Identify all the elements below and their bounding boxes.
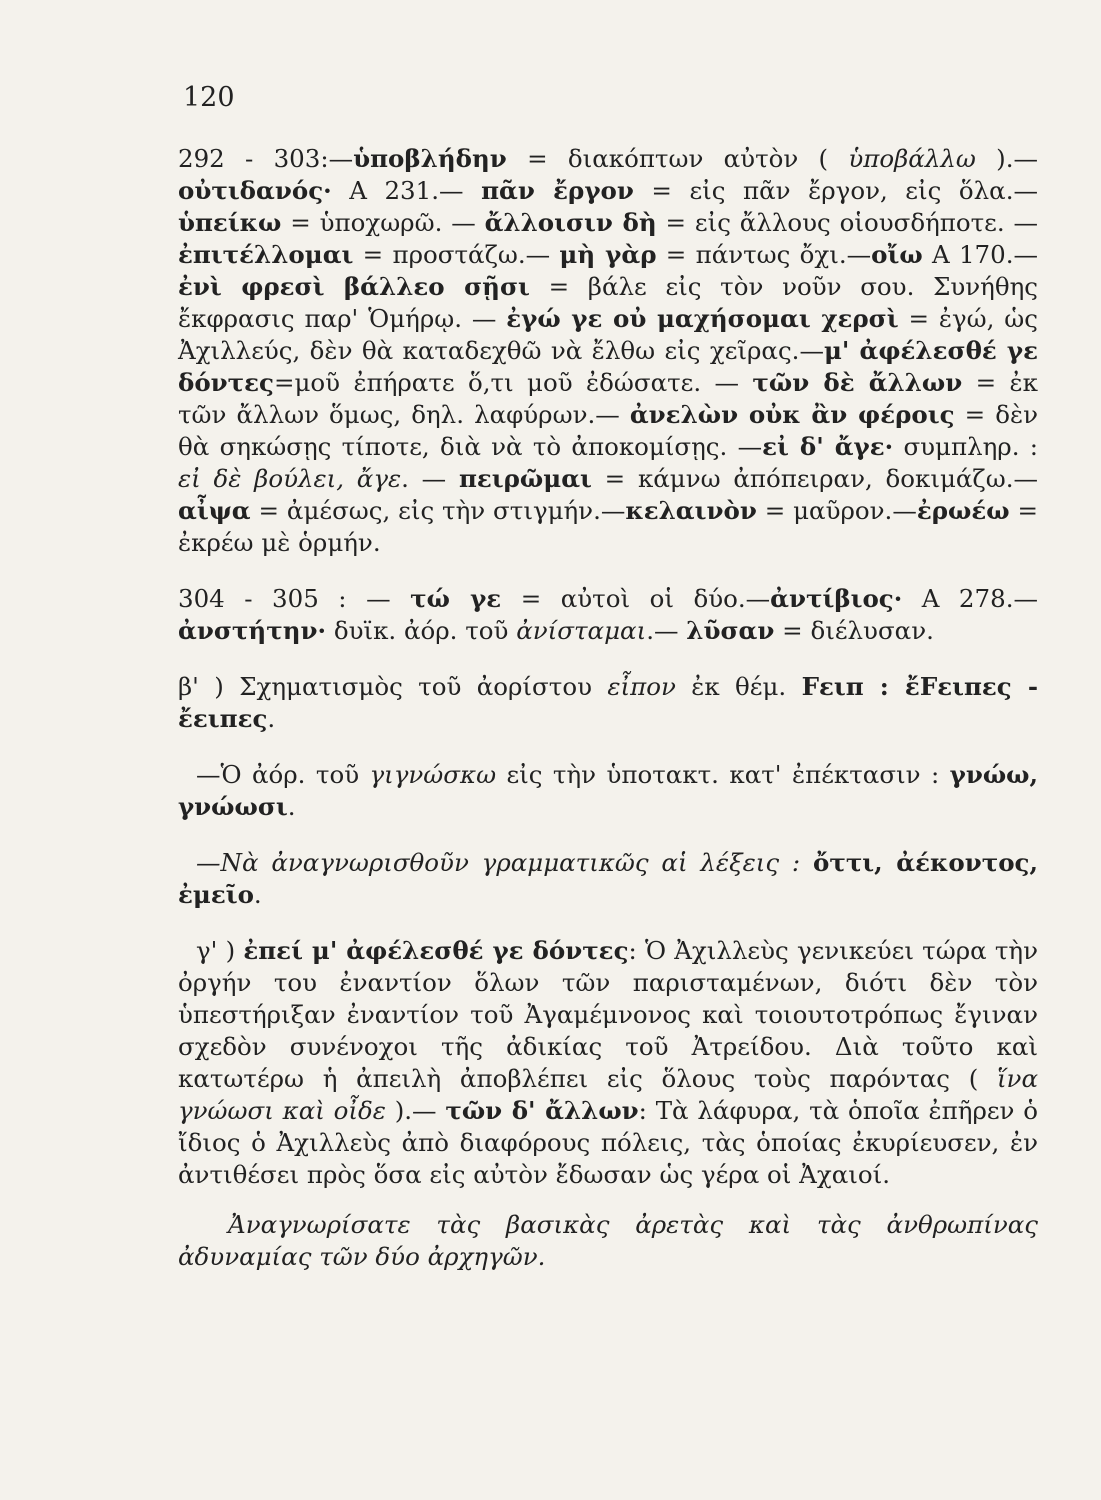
text-run: .— [646,616,687,645]
headword: κελαινὸν [625,496,757,525]
headword: ἀνστήτην· [178,616,327,645]
text-run: . [253,880,262,909]
italic-term: ἵνα γνώωσι καὶ οἶδε [178,1064,1038,1125]
headword: ὑποβλήδην [353,144,507,173]
headword: τῶν δ' ἄλλων [445,1096,639,1125]
headword: ἐπεί μ' ἀφέλεσθέ γε δόντες [243,936,629,965]
text-run: —Ὁ ἀόρ. τοῦ [196,760,370,789]
text-run: = εἰς ἄλλους οἱουσδήποτε. — [656,208,1039,237]
text-run: = πάντως ὄχι.— [656,240,872,269]
headword: ἐνὶ φρεσὶ βάλλεο σῇσι [178,272,530,301]
text-run: : Τὰ λάφυρα, τὰ ὁποῖα ἐπῆρεν ὁ ἴδιος ὁ Ἀχιλλεὺς ἀπὸ διαφόρους πόλεις, τὰς ὁποίας ἐκυρίευσεν, ἐν ἀντιθέσει πρὸς ὅσα εἰς αὐτὸν ἔδωσαν ὡς γέρα οἱ Ἀχαιοί. [178,1096,1038,1189]
text-run: δυϊκ. ἀόρ. τοῦ [326,616,517,645]
headword: ἐπιτέλλομαι [178,240,354,269]
text-run: = ἐγώ, ὡς Ἀχιλλεύς, δὲν θὰ καταδεχθῶ νὰ ἔλθω εἰς χεῖρας.— [178,304,1038,365]
headword: μ' ἀφέλεσθέ γε δόντες [178,336,1038,397]
headword: λῦσαν [686,616,775,645]
headword: ὄττι, ἀέκοντος, ἐμεῖο [178,848,1038,909]
text-run: ).— [385,1096,446,1125]
headword: ἀντίβιος· [770,584,903,613]
headword: τώ γε [410,584,502,613]
text-run: συμπληρ. : [893,432,1039,461]
headword: πειρῶμαι [458,464,592,493]
italic-term: γιγνώσκω [369,760,497,789]
text-run: = αὐτοὶ οἱ δύο.— [501,584,771,613]
paragraph-304-305 [178,583,1038,647]
text-run: = βάλε εἰς τὸν νοῦν σου. Συνήθης ἔκφρασις παρ' Ὁμήρῳ. — [178,272,1039,333]
commentary-text [178,143,1038,1273]
text-run: A 231.— [331,176,482,205]
italic-term: —Νὰ ἀναγνωρισθοῦν γραμματικῶς αἱ λέξεις : [196,848,801,877]
text-run: 304 - 305 : — [178,584,411,613]
headword: οἴω [871,240,923,269]
text-run: 292 - 303:— [178,144,354,173]
text-run: εἰς τὴν ὑποτακτ. κατ' ἐπέκτασιν : [496,760,950,789]
text-run: = διέλυσαν. [774,616,934,645]
page-number: 120 [183,82,235,113]
text-run: = δὲν θὰ σηκώσῃς τίποτε, διὰ νὰ τὸ ἀποκομίσῃς. — [178,400,1038,461]
headword: πᾶν ἔργον [481,176,634,205]
text-run: . [287,792,296,821]
text-run: = ὑποχωρῶ. — [281,208,485,237]
text-run: A 170.— [922,240,1038,269]
paragraph-subjunctive-note [178,759,1038,823]
italic-term: ἀνίσταμαι [516,616,647,645]
text-run [800,848,813,877]
text-run: =μοῦ ἐπήρατε ὅ,τι μοῦ ἐδώσατε. — [273,368,753,397]
text-run: : Ὁ Ἀχιλλεὺς γενικεύει τώρα τὴν ὀργήν του ἐναντίον ὅλων τῶν παρισταμένων, διότι δὲν τὸν ὑπεστήριξαν ἐναντίον τοῦ Ἀγαμέμνονος καὶ τοιουτοτρόπως ἔγιναν σχεδὸν συνένοχοι τῆς ἀδικίας τοῦ Ἀτρείδου. Διὰ τοῦτο καὶ κατωτέρω ἡ ἀπειλὴ ἀποβλέπει εἰς ὅλους τοὺς παρόντας ( [178,936,1038,1093]
headword: ἀνελὼν οὐκ ἂν φέροις [629,400,955,429]
headword: τῶν δὲ ἄλλων [752,368,963,397]
text-run: = εἰς πᾶν ἔργον, εἰς ὅλα.— [633,176,1038,205]
headword: ἐρωέω [916,496,1010,525]
paragraph-commentary-gamma [178,935,1038,1191]
text-run: = διακόπτων αὐτὸν ( [506,144,849,173]
headword: οὐτιδανός· [178,176,332,205]
paragraph-grammar-exercise [178,847,1038,911]
text-run: = κάμνω ἀπόπειραν, δοκιμάζω.— [591,464,1038,493]
headword: μὴ γὰρ [559,240,657,269]
text-run: = ἐκ τῶν ἄλλων ὅμως, δηλ. λαφύρων.— [178,368,1038,429]
headword: ἐγώ γε οὐ μαχήσομαι χερσὶ [506,304,899,333]
headword: ἄλλοισιν δὴ [484,208,657,237]
paragraph-discussion-question [178,1209,1038,1273]
italic-term: ὑποβάλλω [848,144,976,173]
headword: ὑπείκω [178,208,282,237]
headword: αἶψα [178,496,251,525]
text-run: = μαῦρον.— [756,496,917,525]
text-run: ἐκ θέμ. [675,672,802,701]
text-run: . — [401,464,459,493]
text-run: = ἀμέσως, εἰς τὴν στιγμήν.— [250,496,626,525]
text-run: = ἐκρέω μὲ ὁρμήν. [178,496,1038,557]
text-run: . [267,704,276,733]
headword: γνώω, γνώωσι [178,760,1039,821]
text-run: β' ) Σχηματισμὸς τοῦ ἀορίστου [178,672,608,701]
italic-term: εἶπον [607,672,676,701]
italic-term: Ἀναγνωρίσατε τὰς βασικὰς ἀρετὰς καὶ τὰς ἀνθρωπίνας ἀδυναμίας τῶν δύο ἀρχηγῶν. [178,1210,1038,1271]
text-run: = προστάζω.— [353,240,560,269]
italic-term: εἰ δὲ βούλει, ἄγε [178,464,402,493]
text-run: ).— [975,144,1038,173]
headword: Fειπ : ἔFειπες - ἔειπες [178,672,1038,733]
headword: εἰ δ' ἄγε· [762,432,894,461]
text-run: A 278.— [902,584,1038,613]
text-run: γ' ) [196,936,244,965]
paragraph-aorist-formation [178,671,1038,735]
paragraph-292-303 [178,143,1038,559]
